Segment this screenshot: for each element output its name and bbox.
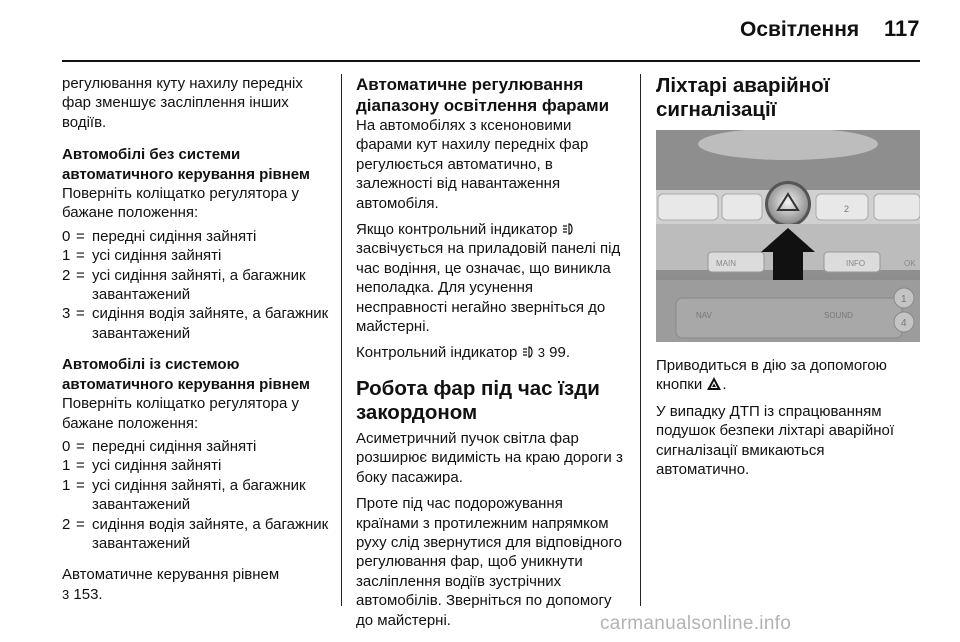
- hazard-activation-text: Приводиться в дію за допомогою кнопки .: [656, 357, 887, 394]
- ok-button-label: OK: [904, 259, 916, 268]
- abroad-paragraph-2: Проте під час подорожування країнами з протилежним напрямком руху слід звернутися для відповідного регулювання фар, щоб уникнути засліплення водіїв зустрічних автомобілів. Зверніться по допомогу до майстерні.: [356, 495, 623, 629]
- auto-level-heading: Автомобілі із системою автоматичного керування рівнем: [62, 356, 311, 393]
- watermark: carmanualsonline.info: [600, 613, 792, 634]
- auto-range-paragraph-2: Якщо контрольний індикатор засвічується на приладовій панелі під час водіння, це означає, що виникла неполадка. Для усунення несправності негайно зверніться до майстерні.: [356, 221, 621, 336]
- abroad-paragraph-1: Асиметричний пучок світла фар розширює видимість на краю дороги з боку пасажира.: [356, 429, 623, 486]
- header-divider: [62, 60, 920, 62]
- auto-level-reference: Автоматичне керування рівнем 3 153.: [62, 566, 280, 603]
- info-button-label: INFO: [846, 259, 866, 268]
- hazard-warning-icon: [706, 376, 722, 391]
- intro-paragraph: регулювання куту нахилу передніх фар зменшує засліплення інших водіїв.: [62, 75, 303, 131]
- list-item: 1 = усі сидіння зайняті: [62, 457, 222, 475]
- list-item: 1 = усі сидіння зайняті: [62, 247, 222, 265]
- section-title: Освітлення: [740, 18, 860, 41]
- list-item: 0 = передні сидіння зайняті: [62, 437, 257, 455]
- auto-level-positions: [62, 437, 332, 553]
- auto-range-paragraph-1: На автомобілях з ксеноновими фарами кут нахилу передніх фар регулюється автоматично, в залежності від навантаження автомобіля.: [356, 117, 589, 212]
- sound-button-label: SOUND: [824, 311, 853, 320]
- list-item: 3 = сидіння водія зайняте, а багажник завантажений: [62, 305, 329, 342]
- abroad-heading: Робота фар під час їзди закордоном: [356, 376, 600, 424]
- preset-1-label: 1: [901, 294, 907, 305]
- column-right: [656, 74, 920, 486]
- main-button-label: MAIN: [716, 259, 736, 268]
- no-auto-level-heading: Автомобілі без системи автоматичного керування рівнем: [62, 146, 311, 183]
- column-left: [62, 74, 332, 611]
- hazard-airbag-text: У випадку ДТП із спрацюванням подушок безпеки ліхтарі аварійної сигналізації вмикаються автоматично.: [656, 402, 895, 479]
- seat-heat-number: 2: [844, 204, 850, 214]
- auto-range-paragraph-3: Контрольний індикатор 3 99.: [356, 344, 571, 362]
- page-ref-arrow: 3: [537, 345, 545, 361]
- column-divider-1: [341, 74, 342, 606]
- list-item: 2 = усі сидіння зайняті, а багажник завантажений: [62, 266, 306, 304]
- page-ref-arrow: 3: [62, 586, 70, 602]
- headlight-range-warning-icon: [522, 345, 534, 359]
- page-number: 117: [884, 16, 920, 41]
- headlight-range-warning-icon: [562, 222, 574, 236]
- auto-level-text: Поверніть коліщатко регулятора у бажане положення:: [62, 395, 299, 432]
- auto-range-heading: Автоматичне регулювання діапазону освітлення фарами: [356, 75, 610, 115]
- nav-button-label: NAV: [696, 311, 712, 320]
- page-ref-link[interactable]: 153.: [69, 585, 103, 603]
- column-divider-2: [640, 74, 641, 606]
- preset-4-label: 4: [901, 318, 907, 329]
- list-item: 2 = сидіння водія зайняте, а багажник завантажений: [62, 515, 329, 552]
- list-item: 0 = передні сидіння зайняті: [62, 227, 257, 245]
- list-item: 1 = усі сидіння зайняті, а багажник завантажений: [62, 476, 306, 514]
- no-auto-level-positions: [62, 227, 332, 343]
- column-middle: [356, 74, 628, 637]
- hazard-lights-heading: Ліхтарі аварійної сигналізації: [656, 74, 830, 121]
- hazard-button-photo: [656, 130, 920, 342]
- no-auto-level-text: Поверніть коліщатко регулятора у бажане положення:: [62, 185, 299, 222]
- page-ref-link[interactable]: 99.: [544, 344, 571, 362]
